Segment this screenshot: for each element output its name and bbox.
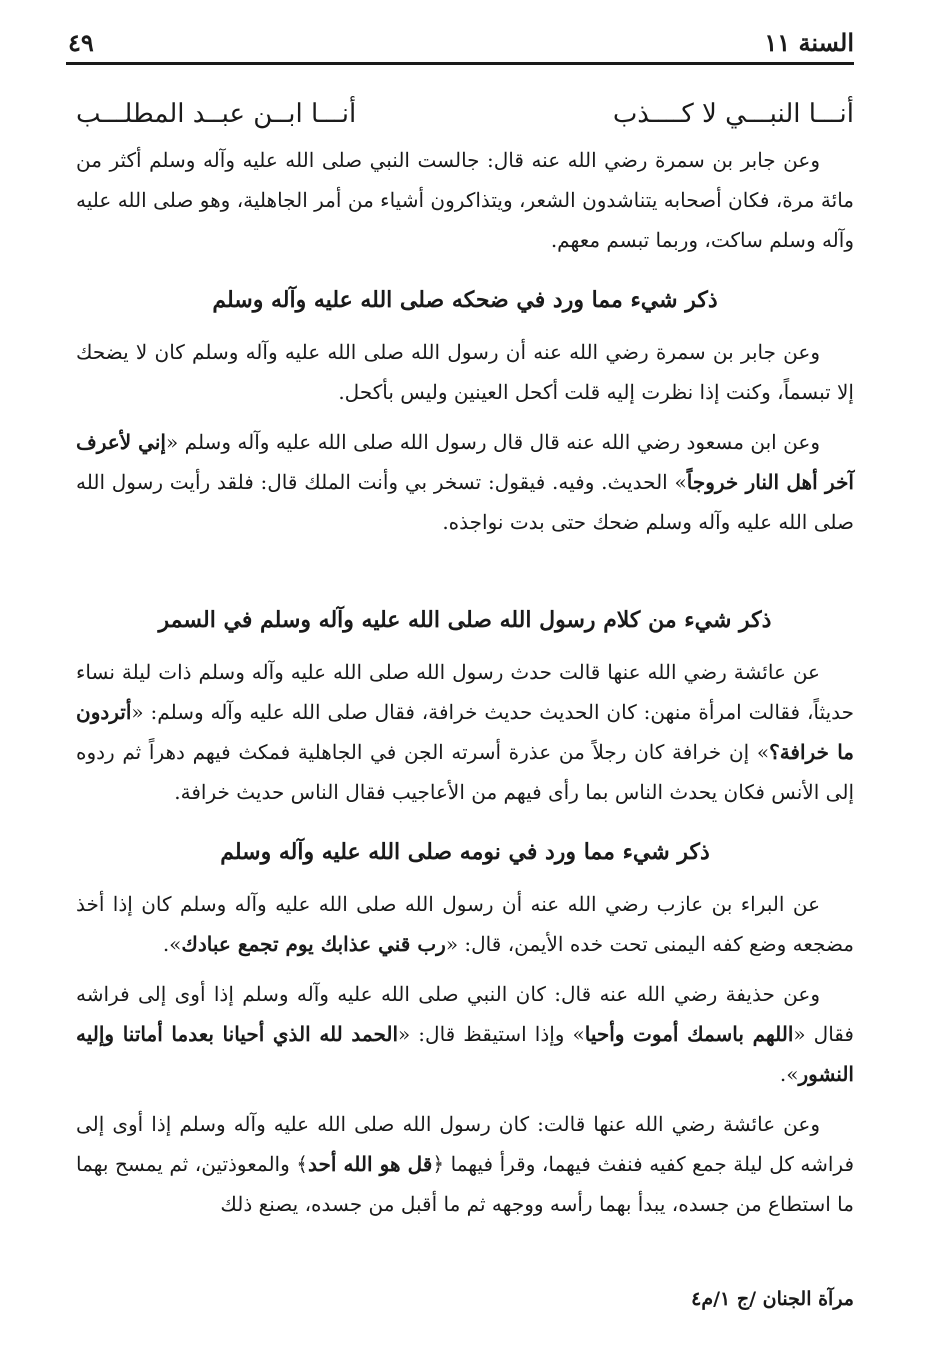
poetry-verse xyxy=(76,92,854,136)
paragraph-text: وعن عائشة رضي الله عنها قالت: كان رسول الله صلى الله عليه وآله وسلم إذا أوى إلى فراشه كل ليلة جمع كفيه فنفث فيهما، وقرأ فيهما ﴿ xyxy=(76,1112,855,1176)
paragraph-text: وعن جابر بن سمرة رضي الله عنه قال: جالست النبي صلى الله عليه وآله وسلم أكثر من مائة مرة، فكان أصحابه يتناشدون الشعر، ويتذاكرون أشياء من أمر الجاهلية، وهو صلى الله عليه وآله وسلم ساكت، وربما تبسم معهم. xyxy=(76,148,854,252)
paragraph-text: عن البراء بن عازب رضي الله عنه أن رسول الله صلى الله عليه وآله وسلم كان إذا أخذ مضجعه وضع كفه اليمنى تحت خده الأيمن، قال: « xyxy=(76,892,854,956)
signature-mark: مرآة الجنان /ج ١/م٤ xyxy=(691,1288,854,1310)
quran-quote: قل هو الله أحد xyxy=(308,1152,433,1176)
paragraph-text: ﴾ والمعوذتين، ثم يمسح بهما ما استطاع من جسده، يبدأ بهما رأسه ووجهه ثم ما أقبل من جسده، يصنع ذلك xyxy=(76,1152,854,1216)
paragraph-text: وعن حذيفة رضي الله عنه قال: كان النبي صلى الله عليه وآله وسلم إذا أوى إلى فراشه فقال « xyxy=(76,982,854,1046)
header-section-title: السنة ١١ xyxy=(764,28,854,57)
paragraph xyxy=(76,422,854,542)
paragraph xyxy=(76,974,854,1094)
paragraph-text: ». xyxy=(162,932,182,956)
paragraph-text: ». xyxy=(779,1062,799,1086)
page-number: ٤٩ xyxy=(68,28,94,57)
section-heading: ذكر شيء من كلام رسول الله صلى الله عليه وآله وسلم في السمر xyxy=(158,607,772,633)
paragraph-text: » إن خرافة كان رجلاً من عذرة أسرته الجن في الجاهلية فمكث فيهم دهراً ثم ردوه إلى الأنس فكان يحدث الناس بما رأى فيهم من الأعاجيب فقال الناس حديث خرافة. xyxy=(76,740,854,804)
hadith-quote: اللهم باسمك أموت وأحيا xyxy=(584,1022,794,1046)
hadith-quote: الحمد لله الذي أحيانا بعدما أماتنا وإليه النشور xyxy=(76,1022,854,1086)
main-text xyxy=(76,140,854,1234)
paragraph xyxy=(76,140,854,260)
running-header xyxy=(68,28,854,58)
section-heading: ذكر شيء مما ورد في نومه صلى الله عليه وآله وسلم xyxy=(220,839,710,865)
hadith-quote: إني لأعرف آخر أهل النار خروجاً xyxy=(76,430,854,494)
section-heading: ذكر شيء مما ورد في ضحكه صلى الله عليه وآله وسلم xyxy=(212,287,718,313)
paragraph xyxy=(76,1104,854,1224)
verse-first-hemistich: أنـــا النبـــي لا كــــذب xyxy=(612,99,854,129)
verse-second-hemistich: أنـــا ابــن عبــد المطلـــب xyxy=(76,99,357,129)
paragraph xyxy=(76,652,854,812)
paragraph-text: وعن ابن مسعود رضي الله عنه قال قال رسول الله صلى الله عليه وآله وسلم « xyxy=(165,430,820,454)
paragraph-text: وعن جابر بن سمرة رضي الله عنه أن رسول الله صلى الله عليه وآله وسلم كان لا يضحك إلا تبسماً، وكنت إذا نظرت إليه قلت أكحل العينين وليس بأكحل. xyxy=(76,340,854,404)
paragraph xyxy=(76,884,854,964)
header-rule xyxy=(66,62,854,65)
hadith-quote: رب قني عذابك يوم تجمع عبادك xyxy=(181,932,446,956)
paragraph-text: عن عائشة رضي الله عنها قالت حدث رسول الله صلى الله عليه وآله وسلم ذات ليلة نساء حديثاً، فقالت امرأة منهن: كان الحديث حديث خرافة، فقال صلى الله عليه وآله وسلم: « xyxy=(76,660,854,724)
hadith-quote: أتردون ما خرافة؟ xyxy=(76,700,854,764)
paragraph xyxy=(76,332,854,412)
paragraph-text: » الحديث. وفيه. فيقول: تسخر بي وأنت الملك قال: فلقد رأيت رسول الله صلى الله عليه وآله وسلم ضحك حتى بدت نواجذه. xyxy=(76,470,854,534)
paragraph-text: » وإذا استيقظ قال: « xyxy=(398,1022,585,1046)
